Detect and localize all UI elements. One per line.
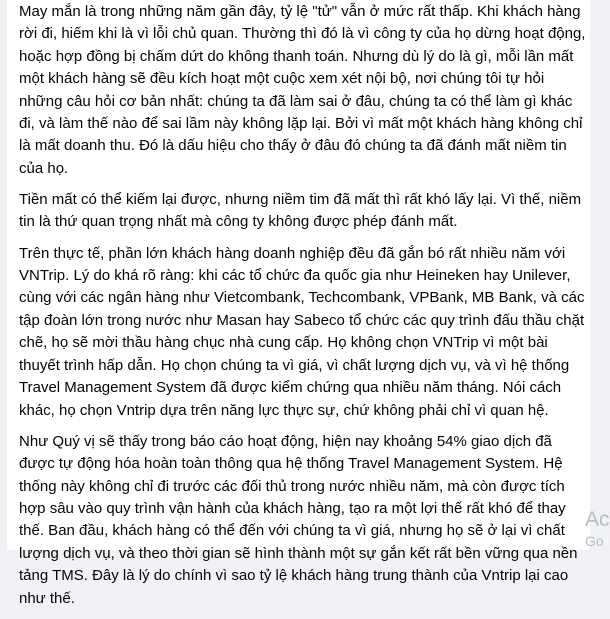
post-body-text xyxy=(19,1,585,619)
paragraph-line: là mất doanh thu. Đó là dấu hiệu cho thấy ở đâu đó chúng ta đã đánh mất niềm tin xyxy=(19,137,567,155)
paragraph-line: Travel Management System đã được kiểm chứng qua nhiều năm tháng. Nói cách xyxy=(19,379,562,397)
paragraph-line: tin là thứ quan trọng nhất mà công ty không được phép đánh mất. xyxy=(19,213,458,231)
post-paragraph xyxy=(19,189,585,234)
paragraph-line: thuyết trình hấp dẫn. Họ chọn chúng ta vì giá, vì chất lượng dịch vụ, và vì hệ thống xyxy=(19,356,570,374)
paragraph-line: những câu hỏi cơ bản nhất: chúng ta đã làm sai ở đâu, chúng ta có thể làm gì khác xyxy=(19,92,573,110)
activate-windows-watermark-subtitle: Go xyxy=(585,533,604,549)
post-paragraph xyxy=(19,243,585,422)
paragraph-line: hoặc hợp đồng bị chấm dứt do không thanh toán. Nhưng dù lý do là gì, mỗi lần mất xyxy=(19,47,574,65)
post-paragraph xyxy=(19,431,585,610)
paragraph-line: hợp sâu vào quy trình vận hành của khách hàng, tạo ra một lợi thế rất khó để thay xyxy=(19,499,566,517)
paragraph-line: cùng với các ngân hàng như Vietcombank, Techcombank, VPBank, MB Bank, và các xyxy=(19,289,585,307)
paragraph-line: đi, và làm thế nào để sai lầm này không lặp lại. Bởi vì mất một khách hàng không chỉ xyxy=(19,115,583,133)
activate-windows-watermark-title: Ac xyxy=(585,508,610,531)
paragraph-line: thống này không chỉ đi trước các đối thủ trong nước nhiều năm, mà còn được tích xyxy=(19,477,565,495)
paragraph-line: như thế. xyxy=(19,589,75,607)
paragraph-line: Như Quý vị sẽ thấy trong báo cáo hoạt động, hiện nay khoảng 54% giao dịch đã xyxy=(19,432,552,450)
paragraph-line: VNTrip. Lý do khá rõ ràng: khi các tổ chức đa quốc gia như Heineken hay Unilever, xyxy=(19,267,571,285)
paragraph-line: được tự động hóa hoàn toàn thông qua hệ thống Travel Management System. Hệ xyxy=(19,455,563,473)
paragraph-line: khác, họ chọn Vntrip dựa trên năng lực thực sự, chứ không phải chỉ vì quan hệ. xyxy=(19,401,549,419)
paragraph-line: tảng TMS. Đây là lý do chính vì sao tỷ lệ khách hàng trung thành của Vntrip lại cao xyxy=(19,567,569,585)
paragraph-line: rời đi, hiếm khi là vì lỗi chủ quan. Thường thì đó là vì công ty của họ dừng hoạt động, xyxy=(19,25,586,43)
paragraph-line: thế. Ban đầu, khách hàng có thể đến với chúng ta vì giá, nhưng họ sẽ ở lại vì chất xyxy=(19,522,565,540)
paragraph-line: tập đoàn lớn trong nước như Masan hay Sabeco tổ chức các quy trình đấu thầu chặt xyxy=(19,311,585,329)
post-paragraph xyxy=(19,1,585,180)
paragraph-line: chẽ, họ sẽ mời thầu hàng chục nhà cung cấp. Họ không chọn VNTrip vì một bài xyxy=(19,334,548,352)
paragraph-line: Trên thực tế, phần lớn khách hàng doanh nghiệp đều đã gắn bó rất nhiều năm với xyxy=(19,244,566,262)
paragraph-line: của họ. xyxy=(19,159,69,177)
paragraph-line: May mắn là trong những năm gần đây, tỷ lệ "tử" vẫn ở mức rất thấp. Khi khách hàng xyxy=(19,3,581,20)
post-card xyxy=(7,0,590,607)
paragraph-line: Tiền mất có thể kiếm lại được, nhưng niềm tim đã mất thì rất khó lấy lại. Vì thế, niềm xyxy=(19,191,582,209)
paragraph-line: một khách hàng sẽ đều kích hoạt một cuộc xem xét nội bộ, nơi chúng tôi tự hỏi xyxy=(19,70,545,88)
paragraph-line: lượng dịch vụ, và theo thời gian sẽ hình thành một sự gắn kết rất bền vững qua nền xyxy=(19,544,578,562)
